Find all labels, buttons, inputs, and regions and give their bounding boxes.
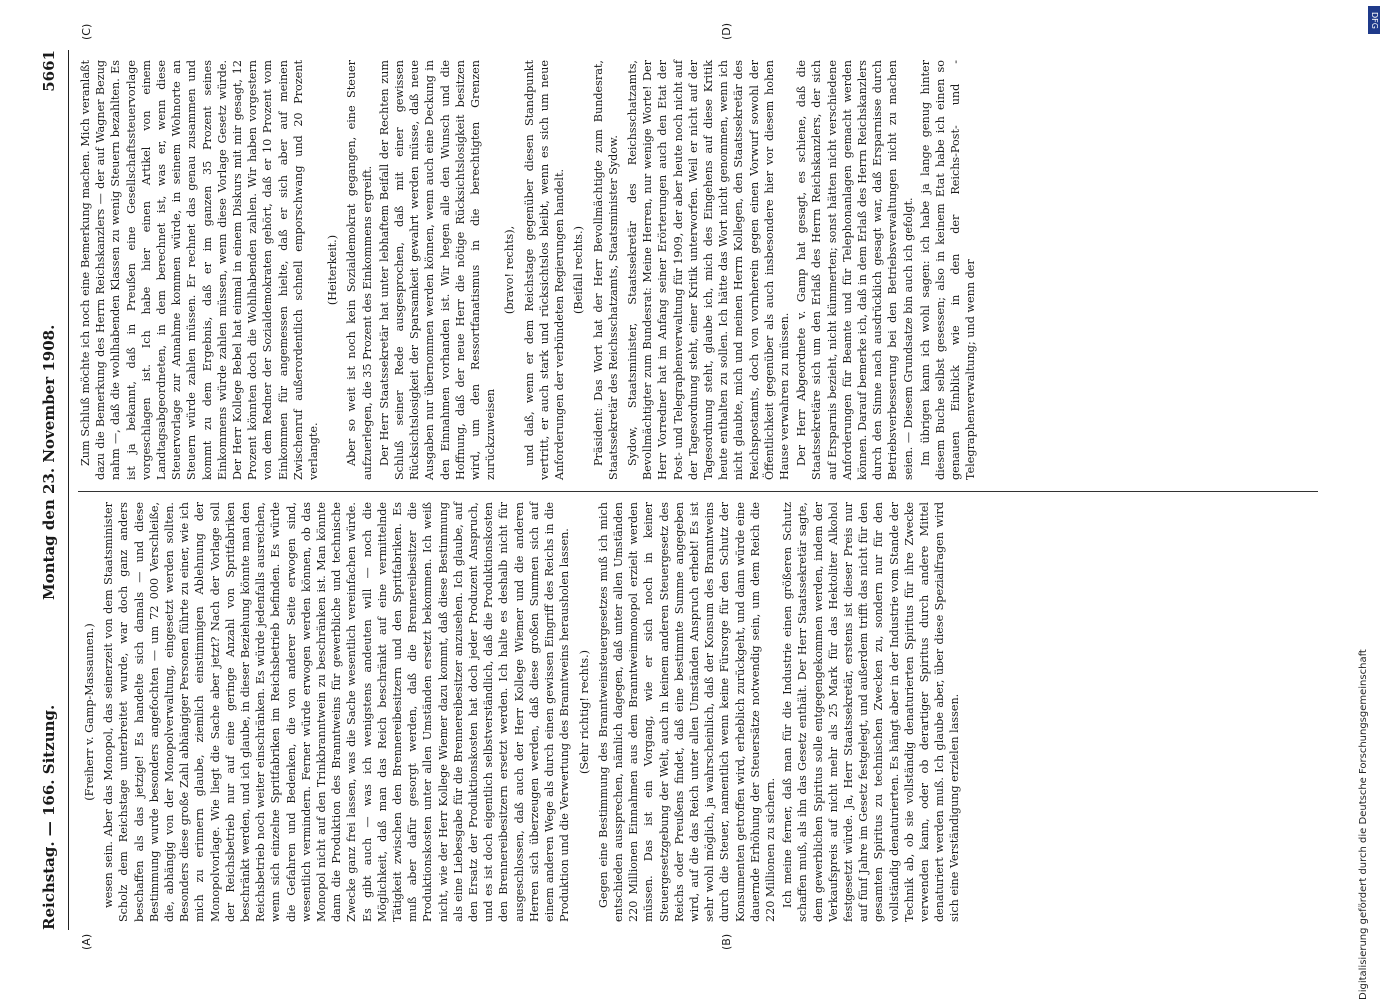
header-date: Montag den 23. November 1908. xyxy=(40,324,58,600)
right-column xyxy=(78,60,981,480)
paragraph: Der Herr Staatssekretär hat unter lebhaftem Beifall der Rechten zum Schluß seiner Rede ausgesprochen, daß mit einer gewissen Rücksichtslosigkeit der Sparsamkeit gewahrt werden müsse, daß neue Ausgaben nur übernommen werden können, wenn auch eine Deckung in den Einnahmen vorhanden ist. Wir hegen alle den Wunsch und die Hoffnung, daß der neue Herr die nötige Rücksichtslosigkeit besitzen wird, um den Ressortfanatismus in die berechtigten Grenzen zurückzuweisen xyxy=(377,60,498,480)
page-number: 5661 xyxy=(40,50,58,92)
paragraph: Gegen eine Bestimmung des Branntweinsteuergesetzes muß ich mich entschieden aussprechen, nämlich dagegen, daß unter allen Umständen 220 Millionen Einnahmen aus dem Branntweinmonopol erzielt werden müssen. Das ist ein Vorgang, wie er sich noch in keiner Steuergesetzgebung der Welt, auch in keinem anderen Steuergesetz des Reichs oder Preußens findet, daß eine bestimmte Summe angegeben wird, auf die das Reich unter allen Umständen Anspruch erhebt! Es ist sehr wohl möglich, ja wahrscheinlich, daß der Konsum des Branntweins durch die Steuer, namentlich wenn keine Fürsorge für den Schutz der Konsumenten getroffen wird, erheblich zurückgeht, und dann würde eine dauernde Erhöhung der Steuersätze notwendig sein, um dem Reich die 220 Millionen zu sichern. xyxy=(596,502,777,922)
paragraph: Aber so weit ist noch kein Sozialdemokrat gegangen, eine Steuer aufzuerlegen, die 35 Prozent des Einkommens ergreift. xyxy=(345,60,374,480)
left-column xyxy=(78,502,965,922)
paragraph: und daß, wenn er dem Reichstage gegenüber diesen Standpunkt vertritt, er auch stark und rücksichtslos bleibt, wenn es sich um neue Anforderungen der verbündeten Regierungen handelt. xyxy=(522,60,567,480)
interjection: (Heiterkeit.) xyxy=(326,234,340,306)
interjection: (Beifall rechts.) xyxy=(572,226,586,314)
speaker-label: (Freiherr v. Gamp-Massaunen.) xyxy=(83,623,96,801)
column-divider xyxy=(78,491,1318,492)
page-header xyxy=(40,50,70,930)
paragraph: Sydow, Staatsminister, Staatssekretär des Reichsschatzamts, Bevollmächtigter zum Bundesrat: Meine Herren, nur wenige Worte! Der Herr Vorredner hat im Anfang seiner Erörterungen auch den Etat der Post- und Telegraphenverwaltung für 1909, der aber heute noch nicht auf der Tagesordnung steht, einer Kritik unterworfen. Weil er nicht auf der Tagesordnung steht, glaube ich, mich des Eingehens auf diese Kritik heute enthalten zu sollen. Ich hätte das Wort nicht genommen, wenn ich nicht glaubte, mich und meinen Herrn Kollegen, den Staatssekretär des Reichspostamts, doch von vornherein gegen einen Vorwurf sowohl der Öffentlichkeit gegenüber als auch insbesondere hier vor diesem hohen Hause verwahren zu müssen. xyxy=(625,60,791,480)
margin-marker-d: (D) xyxy=(720,22,733,40)
digitization-credit: Digitalisierung gefördert durch die Deutsche Forschungsgemeinschaft xyxy=(1358,649,1369,1000)
header-rule xyxy=(68,50,69,930)
margin-marker-a: (A) xyxy=(80,933,93,950)
header-title: Reichstag. — 166. Sitzung. xyxy=(40,704,58,930)
margin-marker-c: (C) xyxy=(80,23,93,40)
paragraph: wesen sein. Aber das Monopol, das seinerzeit von dem Staatsminister Scholz dem Reichstage unterbreitet wurde, war doch ganz anders beschaffen als das jetzige! Es handelte sich damals — und diese Bestimmung wurde besonders angefochten — um 72 000 Verschleiße, die, abhängig von der Monopolverwaltung, eingesetzt werden sollten. Besonders diese große Zahl abhängiger Personen führte zu einer, wie ich mich zu erinnern glaube, ziemlich einstimmigen Ablehnung der Monopolvorlage. Wie liegt die Sache aber jetzt? Nach der Vorlage soll der Reichsbetrieb nur auf eine geringe Anzahl von Spritfabriken beschränkt werden, und ich glaube, in dieser Beziehung könnte man den Reichsbetrieb noch weiter einschränken. Es würde jedenfalls ausreichen, wenn sich einzelne Spritfabriken im Reichsbetrieb befinden. Es würde die Gefahren und Bedenken, die von anderer Seite erwogen sind, wesentlich vermindern. Ferner würde erwogen werden können, ob das Monopol nicht auf den Trinkbranntwein zu beschränken ist. Man könnte dann die Produktion des Branntweins für gewerbliche und technische Zwecke ganz frei lassen, was die Sache wesentlich vereinfachen würde. Es gibt auch — was ich wenigstens andeuten will — noch die Möglichkeit, daß man das Reich beschränkt auf eine vermittelnde Tätigkeit zwischen den Brennereibesitzern und den Spritfabriken. Es muß aber dafür gesorgt werden, daß die Brennereibesitzer die Produktionskosten unter allen Umständen ersetzt bekommen. Ich weiß nicht, wie der Herr Kollege Wiemer dazu kommt, daß diese Bestimmung als eine Liebesgabe für die Brennereibesitzer anzusehen. Ich glaube, auf den Ersatz der Produktionskosten hat doch jeder Produzent Anspruch, und es ist doch eigentlich selbstverständlich, daß die Produktionskosten den Brennereibesitzern ersetzt werden. Ich halte es deshalb nicht für ausgeschlossen, daß auch der Herr Kollege Wiemer und die anderen Herren sich überzeugen werden, daß diese großen Summen sich auf einem anderen Wege als durch einen gewissen Eingriff des Reichs in die Produktion und die Verwertung des Branntweins herausholen lassen. xyxy=(102,502,572,922)
paragraph: Präsident: Das Wort hat der Herr Bevollmächtigte zum Bundesrat, Staatssekretär des Reichsschatzamts, Staatsminister Sydow. xyxy=(591,60,620,480)
paragraph: Zum Schluß möchte ich noch eine Bemerkung machen. Mich veranlaßt dazu die Bemerkung des Herrn Reichskanzlers — der auf Wagner Bezug nahm —, daß die wohlhabenden Klassen zu wenig Steuern bezahlten. Es ist ja bekannt, daß in Preußen eine Gesellschaftssteuervorlage vorgeschlagen ist. Ich habe hier einen Artikel von einem Landtagsabgeordneten, in dem berechnet ist, was er, wenn diese Steuervorlage zur Annahme kommen würde, in seinem Wohnorte an Steuern würde zahlen müssen. Er rechnet das genau zusammen und kommt zu dem Ergebnis, daß er im ganzen 35 Prozent seines Einkommens würde zahlen müssen, wenn diese Vorlage Gesetz würde. Der Herr Kollege Bebel hat einmal in einem Diskurs mit mir gesagt, 12 Prozent könnten doch die Wohlhabenden zahlen. Wir haben vorgestern von dem Redner der Sozialdemokraten gehört, daß er 10 Prozent vom Einkommen für angemessen hielte, daß er sich aber auf meinen Zwischenruf außerordentlich schnell emporschwang und 20 Prozent verlangte. xyxy=(79,60,321,480)
paragraph: Der Herr Abgeordnete v. Gamp hat gesagt, es schiene, daß die Staatssekretäre sich um den Erlaß des Herrn Reichskanzlers, der sich auf Ersparnis bezieht, nicht kümmerten; sonst hätten nicht verschiedene Anforderungen für Beamte und für Telephonanlagen gemacht werden können. Darauf bemerke ich, daß in dem Erlaß des Herrn Reichskanzlers durch den Sinne nach ausdrücklich gesagt war, daß Ersparnisse durch Betriebsverbesserung bei den Betriebsverwaltungen nicht zu machen seien. — Diesem Grundsatze bin auch ich gefolgt. xyxy=(795,60,915,480)
paragraph: Ich meine ferner, daß man für die Industrie einen größeren Schutz schaffen muß, als ihn das Gesetz enthält. Der Herr Staatssekretär sagte, dem gewerblichen Spiritus solle entgegengekommen werden, indem der Verkaufspreis auf nicht mehr als 25 Mark für das Hektoliter Alkohol festgesetzt würde. Ja, Herr Staatssekretär, erstens ist dieser Preis nur auf fünf Jahre im Gesetz festgelegt, und außerdem trifft das nicht für den gesamten Spiritus zu technischen Zwecken zu, sondern nur für den vollständig denaturierten. Es hängt aber in der Industrie vom Stande der Technik ab, ob sie vollständig denaturierten Spiritus für ihre Zwecke verwenden kann, oder ob derartiger Spiritus durch andere Mittel denaturiert werden muß. Ich glaube aber, über diese Spezialfragen wird sich eine Verständigung erzielen lassen. xyxy=(781,502,962,922)
margin-marker-b: (B) xyxy=(720,933,733,950)
paragraph: Im übrigen kann ich wohl sagen: ich habe ja lange genug hinter diesem Buche selbst gesessen; also in keinem Etat habe ich einen so genauen Einblick wie in den der Reichs-Post- und -Telegraphenverwaltung; und wenn der xyxy=(918,60,978,480)
interjection: (Sehr richtig! rechts.) xyxy=(577,649,591,775)
interjection: (bravo! rechts), xyxy=(503,225,517,315)
dfg-logo: DFG xyxy=(1368,6,1380,34)
